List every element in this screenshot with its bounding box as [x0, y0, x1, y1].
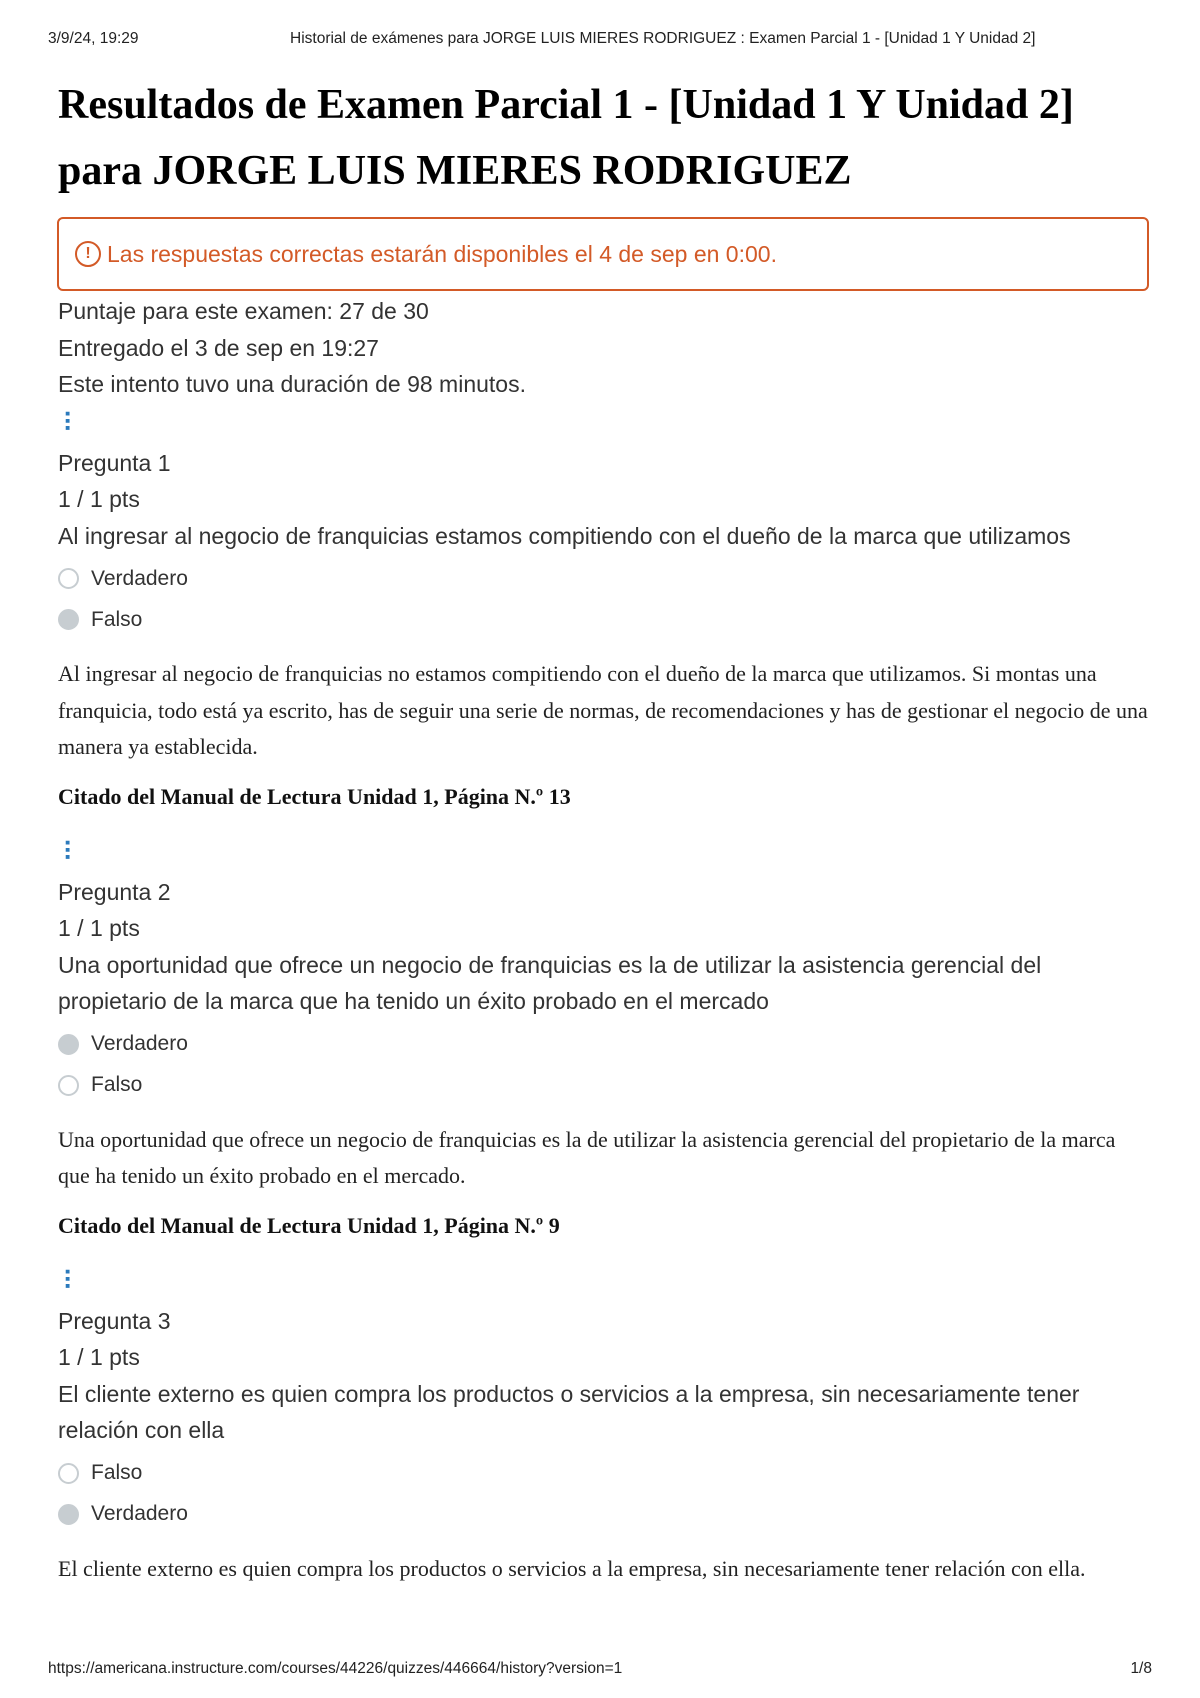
- answer-option[interactable]: [58, 1494, 1150, 1535]
- feedback-citation: Citado del Manual de Lectura Unidad 1, Página N.º 9: [58, 1212, 560, 1238]
- page-number: 1/8: [1130, 1660, 1152, 1677]
- print-url: https://americana.instructure.com/courses/44226/quizzes/446664/history?version=1: [48, 1660, 623, 1677]
- answer-option[interactable]: [58, 1453, 1150, 1494]
- radio-selected[interactable]: [58, 1504, 79, 1525]
- print-date: 3/9/24, 19:29: [48, 30, 139, 47]
- print-footer: [48, 1660, 1152, 1682]
- submitted-text: Entregado el 3 de sep en 19:27: [58, 334, 379, 361]
- answer-label: Falso: [91, 1073, 143, 1096]
- drag-handle-icon[interactable]: ⠇: [62, 836, 82, 867]
- print-document-title: Historial de exámenes para JORGE LUIS MIERES RODRIGUEZ : Examen Parcial 1 - [Unidad 1 Y Unidad 2]: [290, 30, 1036, 47]
- answer-option[interactable]: [58, 558, 1150, 599]
- print-header: [48, 30, 1152, 52]
- answer-list: [58, 1453, 1150, 1535]
- exclamation-circle-icon: !: [75, 241, 101, 267]
- question-points: 1 / 1 pts: [58, 915, 140, 941]
- score-text: Puntaje para este examen: 27 de 30: [58, 298, 429, 324]
- question-text: El cliente externo es quien compra los productos o servicios a la empresa, sin necesariamente tener relación con ella: [58, 1380, 1080, 1443]
- feedback-citation: Citado del Manual de Lectura Unidad 1, Página N.º 13: [58, 783, 571, 809]
- question-2: [58, 836, 1150, 1241]
- duration-text: Este intento tuvo una duración de 98 minutos.: [58, 371, 526, 397]
- answer-feedback: Al ingresar al negocio de franquicias no estamos compitiendo con el dueño de la marca que utilizamos. Si montas una franquicia, todo está ya escrito, has de seguir una serie de normas, de recomendaciones y has de gestionar el negocio de una manera ya establecida.: [58, 661, 1148, 759]
- alert-text: Las respuestas correctas estarán disponibles el 4 de sep en 0:00.: [107, 240, 777, 267]
- drag-handle-icon[interactable]: ⠇: [62, 1265, 82, 1296]
- answer-option[interactable]: [58, 1024, 1150, 1065]
- radio-selected[interactable]: [58, 609, 79, 630]
- question-points: 1 / 1 pts: [58, 486, 140, 512]
- answer-label: Verdadero: [91, 1502, 188, 1525]
- answer-feedback: Una oportunidad que ofrece un negocio de franquicias es la de utilizar la asistencia gerencial del propietario de la marca que ha tenido un éxito probado en el mercado.: [58, 1126, 1116, 1188]
- answer-label: Falso: [91, 1461, 143, 1484]
- question-points: 1 / 1 pts: [58, 1344, 140, 1370]
- question-text: Al ingresar al negocio de franquicias estamos compitiendo con el dueño de la marca que utilizamos: [58, 522, 1071, 549]
- question-1: [58, 407, 1150, 812]
- quiz-summary: [58, 293, 1150, 403]
- radio-selected[interactable]: [58, 1034, 79, 1055]
- answer-feedback: El cliente externo es quien compra los productos o servicios a la empresa, sin necesariamente tener relación con ella.: [58, 1555, 1086, 1581]
- quiz-results: [58, 72, 1150, 1587]
- answer-list: [58, 558, 1150, 640]
- availability-alert: [57, 217, 1149, 291]
- answer-option[interactable]: [58, 599, 1150, 640]
- page-title: Resultados de Examen Parcial 1 - [Unidad 1 Y Unidad 2] para JORGE LUIS MIERES RODRIGUEZ: [58, 82, 1074, 194]
- radio-unselected[interactable]: [58, 1463, 79, 1484]
- question-label: Pregunta 2: [58, 878, 171, 905]
- answer-label: Falso: [91, 607, 143, 631]
- answer-label: Verdadero: [91, 566, 188, 590]
- drag-handle-icon[interactable]: ⠇: [62, 407, 82, 438]
- question-text: Una oportunidad que ofrece un negocio de franquicias es la de utilizar la asistencia gerencial del propietario de la marca que ha tenido un éxito probado en el mercado: [58, 951, 1042, 1014]
- answer-label: Verdadero: [91, 1032, 188, 1055]
- question-label: Pregunta 3: [58, 1307, 171, 1334]
- radio-unselected[interactable]: [58, 1075, 79, 1096]
- question-label: Pregunta 1: [58, 449, 171, 476]
- question-3: [58, 1265, 1150, 1588]
- answer-list: [58, 1024, 1150, 1106]
- answer-option[interactable]: [58, 1065, 1150, 1106]
- radio-unselected[interactable]: [58, 568, 79, 589]
